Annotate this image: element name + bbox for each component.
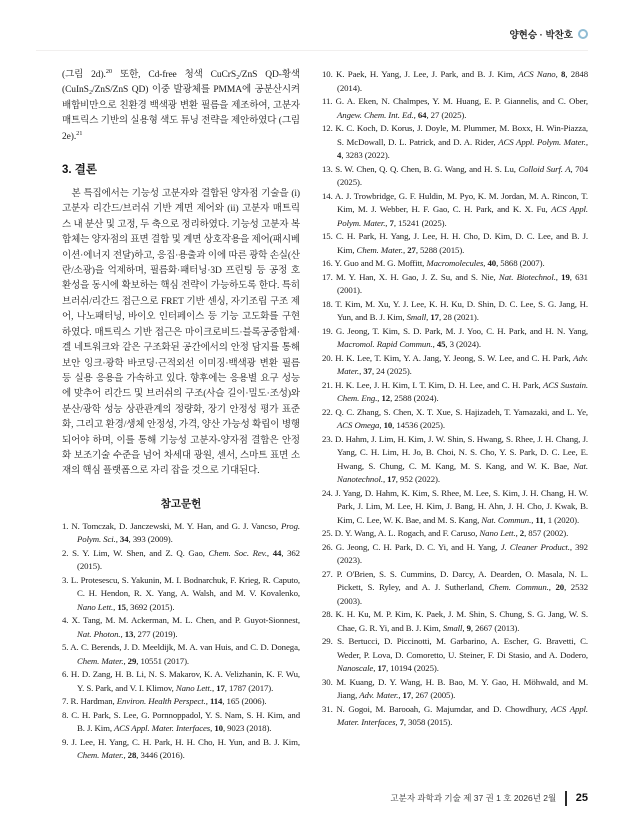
reference-number: 9. [62, 736, 69, 747]
reference-item: 22. Q. C. Zhang, S. Chen, X. T. Xue, S. Hajizadeh, T. Yamazaki, and L. Ye, ACS Omega, 10, 14536 (2025). [322, 406, 588, 430]
reference-item: 10. K. Paek, H. Yang, J. Lee, J. Park, and B. J. Kim, ACS Nano, 8, 2848 (2014). [322, 69, 588, 93]
reference-number: 28. [322, 609, 333, 619]
reference-number: 17. [322, 271, 333, 282]
reference-item: 5. A. C. Berends, J. D. Meeldijk, M. A. van Huis, and C. D. Donega, Chem. Mater., 29, 10551 (2017). [62, 642, 300, 666]
reference-item: 26. G. Jeong, C. H. Park, D. C. Yi, and H. Yang, J. Cleaner Product., 392 (2023). [322, 541, 588, 565]
reference-item: 21. H. K. Lee, J. H. Kim, I. T. Kim, D. H. Lee, and C. H. Park, ACS Sustain. Chem. Eng., 12, 2588 (2024). [322, 379, 588, 403]
reference-number: 10. [322, 69, 333, 79]
reference-item: 29. S. Bertucci, D. Piccinotti, M. Garbarino, A. Escher, G. Bravetti, C. Weder, P. Lova, D. Comoretto, U. Steiner, F. Di Stasio, and A. Dodero, Nanoscale, 17, 10194 (2025). [322, 636, 588, 673]
reference-number: 20. [322, 352, 333, 363]
reference-number: 8. [62, 709, 69, 720]
reference-number: 18. [322, 298, 333, 309]
reference-number: 21. [322, 379, 333, 390]
two-column-body [62, 68, 588, 763]
reference-number: 15. [322, 231, 333, 241]
reference-item: 4. X. Tang, M. M. Ackerman, M. L. Chen, and P. Guyot-Sionnest, Nat. Photon., 13, 277 (2019). [62, 615, 300, 639]
reference-item: 14. A. J. Trowbridge, G. F. Huldin, M. Pyo, K. M. Jordan, M. A. Rincon, T. Kim, M. J. Webber, H. F. Gao, C. H. Park, and K. X. Fu, ACS Appl. Polym. Mater., 7, 15241 (2025). [322, 190, 588, 228]
page-header [36, 24, 588, 51]
reference-item: 11. G. A. Eken, N. Chalmpes, Y. M. Huang, E. P. Giannelis, and C. Ober, Angew. Chem. Int. Ed., 64, 27 (2025). [322, 96, 588, 120]
reference-number: 2. [62, 547, 69, 558]
reference-item: 15. C. H. Park, H. Yang, J. Lee, H. H. Cho, D. Kim, D. C. Lee, and B. J. Kim, Chem. Mater., 27, 5288 (2015). [322, 231, 588, 255]
reference-number: 26. [322, 541, 333, 552]
reference-item: 7. R. Hardman, Environ. Health Perspect., 114, 165 (2006). [62, 696, 267, 707]
reference-number: 5. [62, 642, 69, 653]
reference-number: 4. [62, 615, 69, 626]
reference-item: 8. C. H. Park, S. Lee, G. Pornnoppadol, Y. S. Nam, S. H. Kim, and B. J. Kim, ACS Appl. Mater. Interfaces, 10, 9023 (2018). [62, 709, 300, 734]
reference-number: 22. [322, 406, 333, 417]
reference-item: 17. M. Y. Han, X. H. Gao, J. Z. Su, and S. Nie, Nat. Biotechnol., 19, 631 (2001). [322, 271, 588, 295]
reference-item: 13. S. W. Chen, Q. Q. Chen, B. G. Wang, and H. S. Lu, Colloid Surf. A, 704 (2025). [322, 163, 588, 187]
page-footer [36, 788, 588, 808]
reference-number: 25. [322, 528, 333, 538]
reference-number: 29. [322, 636, 333, 646]
reference-number: 31. [322, 703, 333, 714]
reference-item: 23. D. Hahm, J. Lim, H. Kim, J. W. Shin, S. Hwang, S. Rhee, J. H. Chang, J. Yang, C. H. Lim, H. Jo, B. Choi, N. S. Cho, Y. S. Park, D. C. Lee, E. Hwang, S. Chung, C. M. Kang, M. S. Kang, and W. K. Bae, Nat. Nanotechnol., 17, 952 (2022). [322, 433, 588, 484]
reference-number: 24. [322, 487, 333, 498]
reference-number: 3. [62, 574, 69, 585]
reference-number: 11. [322, 96, 333, 106]
reference-number: 12. [322, 123, 333, 133]
reference-item: 25. D. Y. Wang, A. L. Rogach, and F. Caruso, Nano Lett., 2, 857 (2002). [322, 528, 569, 538]
reference-number: 14. [322, 190, 333, 201]
reference-item: 12. K. C. Koch, D. Korus, J. Doyle, M. Plummer, M. Boxx, H. Win-Piazza, S. McDowall, D. L. Patrick, and D. A. Rider, ACS Appl. Polym. Mater., 4, 3283 (2022). [322, 123, 588, 160]
reference-number: 16. [322, 258, 333, 268]
reference-number: 27. [322, 568, 333, 579]
journal-info: 고분자 과학과 기술 제 37 권 1 호 2026년 2월 [390, 793, 557, 803]
references-list-left [62, 520, 300, 763]
reference-item: 1. N. Tomczak, D. Janczewski, M. Y. Han, and G. J. Vancso, Prog. Polym. Sci., 34, 393 (2009). [62, 520, 300, 545]
reference-item: 28. K. H. Ku, M. P. Kim, K. Paek, J. M. Shin, S. Chung, S. G. Jang, W. S. Chae, G. R. Yi, and B. J. Kim, Small, 9, 2667 (2013). [322, 609, 588, 633]
references-list-right [322, 68, 588, 730]
reference-item: 6. H. D. Zang, H. B. Li, N. S. Makarov, K. A. Velizhanin, K. F. Wu, Y. S. Park, and V. I. Klimov, Nano Lett., 17, 1787 (2017). [62, 669, 300, 693]
reference-item: 18. T. Kim, M. Xu, Y. J. Lee, K. H. Ku, D. Shin, D. C. Lee, S. G. Jang, H. Yun, and B. J. Kim, Small, 17, 28 (2021). [322, 298, 588, 322]
reference-item: 20. H. K. Lee, T. Kim, Y. A. Jang, Y. Jeong, S. W. Lee, and C. H. Park, Adv. Mater., 37, 24 (2025). [322, 352, 588, 376]
reference-item: 3. L. Protesescu, S. Yakunin, M. I. Bodnarchuk, F. Krieg, R. Caputo, C. H. Hendon, R. X. Yang, A. Walsh, and M. V. Kovalenko, Nano Lett., 15, 3692 (2015). [62, 574, 300, 612]
intro-paragraph: (그림 2d).$^{20}$ 또한, Cd-free 청색 CuCrS₂/ZnS QD-황색 (CuInS₂/ZnS/ZnS QD) 이중 발광체를 PMMA에 공분산시켜 배합비만으로 친환경 백색광 변환 필름을 제조하여, 고분자 매트릭스 기반의 실용형 색도 튜닝 전략을 제안하였다 (그림 2e).$^{21}$ [62, 67, 300, 142]
reference-number: 7. [62, 696, 69, 707]
reference-item: 30. M. Kuang, D. Y. Wang, H. B. Bao, M. Y. Gao, H. Möhwald, and M. Jiang, Adv. Mater., 17, 267 (2005). [322, 676, 588, 700]
section-heading-conclusion: 3. 결론 [62, 164, 98, 177]
reference-number: 23. [322, 433, 333, 444]
page-number: 25 [575, 792, 588, 804]
ring-icon [578, 29, 588, 39]
reference-item: 31. N. Gogoi, M. Barooah, G. Majumdar, and D. Chowdhury, ACS Appl. Mater. Interfaces, 7, 3058 (2015). [322, 703, 589, 727]
reference-number: 6. [62, 669, 69, 680]
references-heading: 참고문헌 [160, 497, 202, 510]
reference-item: 19. G. Jeong, T. Kim, S. D. Park, M. J. Yoo, C. H. Park, and H. N. Yang, Macromol. Rapid Commun., 45, 3 (2024). [322, 325, 588, 349]
reference-number: 19. [322, 325, 333, 336]
author-names: 양현승 · 박찬호 [509, 30, 573, 41]
reference-item: 16. Y. Guo and M. G. Moffitt, Macromolecules, 40, 5868 (2007). [322, 258, 545, 268]
conclusion-paragraph: 본 특집에서는 기능성 고분자와 결합된 양자점 기술을 (i) 고분자 리간드/브러쉬 기반 계면 제어와 (ii) 고분자 매트릭스 내 분산 및 고정, 두 축으로 정리하였다. 기능성 고분자 복합체는 양자점의 표면 결합 및 계면 상호작용을 제어(패시베이션·에너지 전달)하고, 응집·용출과 이에 따른 광학 손실(산란/소광)을 억제하며, 필름화·패터닝·3D 프린팅 등 공정 호환성을 동시에 확보하는 핵심 전략이 가능하도록 한다. 특히 브러쉬/리간드 접근으로 FRET 기반 센싱, 자기조립 구조 제어, 나노패터닝, 바이오 인터페이스 등 기능 고도화를 구현하였다. 매트릭스 기반 접근은 마이크로비드·블록공중합체·겔 네트워크와 같은 구조화된 공간에서의 안정 담지를 통해 보안 잉크·광학 바코딩·근적외선 이미징·백색광 변환 필름 등 실용 응용을 가속하고 있다. 향후에는 응용별 요구 성능에 맞추어 리간드 및 브러쉬의 구조(사슬 길이·밀도·조성)와 분산/광학 성능 상관관계의 정량화, 장기 안정성 평가 표준화, 그리고 환경/생체 안정성, 가격, 양산 가능성 확립이 병행되어야 하며, 이를 통해 기능성 고분자-양자점 결합은 안정화 보조기술 수준을 넘어 차세대 광원, 센서, 스마트 표면 소재의 핵심 플랫폼으로 자리 잡을 것으로 기대된다. [62, 189, 300, 477]
reference-item: 27. P. O'Brien, S. S. Cummins, D. Darcy, A. Dearden, O. Masala, N. L. Pickett, S. Ryley, and A. J. Sutherland, Chem. Commun., 20, 2532 (2003). [322, 568, 588, 606]
footer-divider [565, 791, 567, 806]
reference-number: 30. [322, 676, 333, 687]
reference-item: 24. J. Yang, D. Hahm, K. Kim, S. Rhee, M. Lee, S. Kim, J. H. Chang, H. W. Park, J. Lim, M. Lee, H. Kim, J. Bang, H. Ahn, J. H. Cho, J. Kwak, B. Kim, C. Lee, W. K. Bae, and M. S. Kang, Nat. Commun., 11, 1 (2020). [322, 487, 588, 525]
reference-item: 2. S. Y. Lim, W. Shen, and Z. Q. Gao, Chem. Soc. Rev., 44, 362 (2015). [62, 547, 300, 572]
reference-number: 1. [62, 520, 69, 531]
right-column [322, 68, 588, 763]
left-column [62, 68, 300, 763]
reference-item: 9. J. Lee, H. Yang, C. H. Park, H. H. Cho, H. Yun, and B. J. Kim, Chem. Mater., 28, 3446 (2016). [62, 736, 300, 761]
reference-number: 13. [322, 163, 333, 174]
